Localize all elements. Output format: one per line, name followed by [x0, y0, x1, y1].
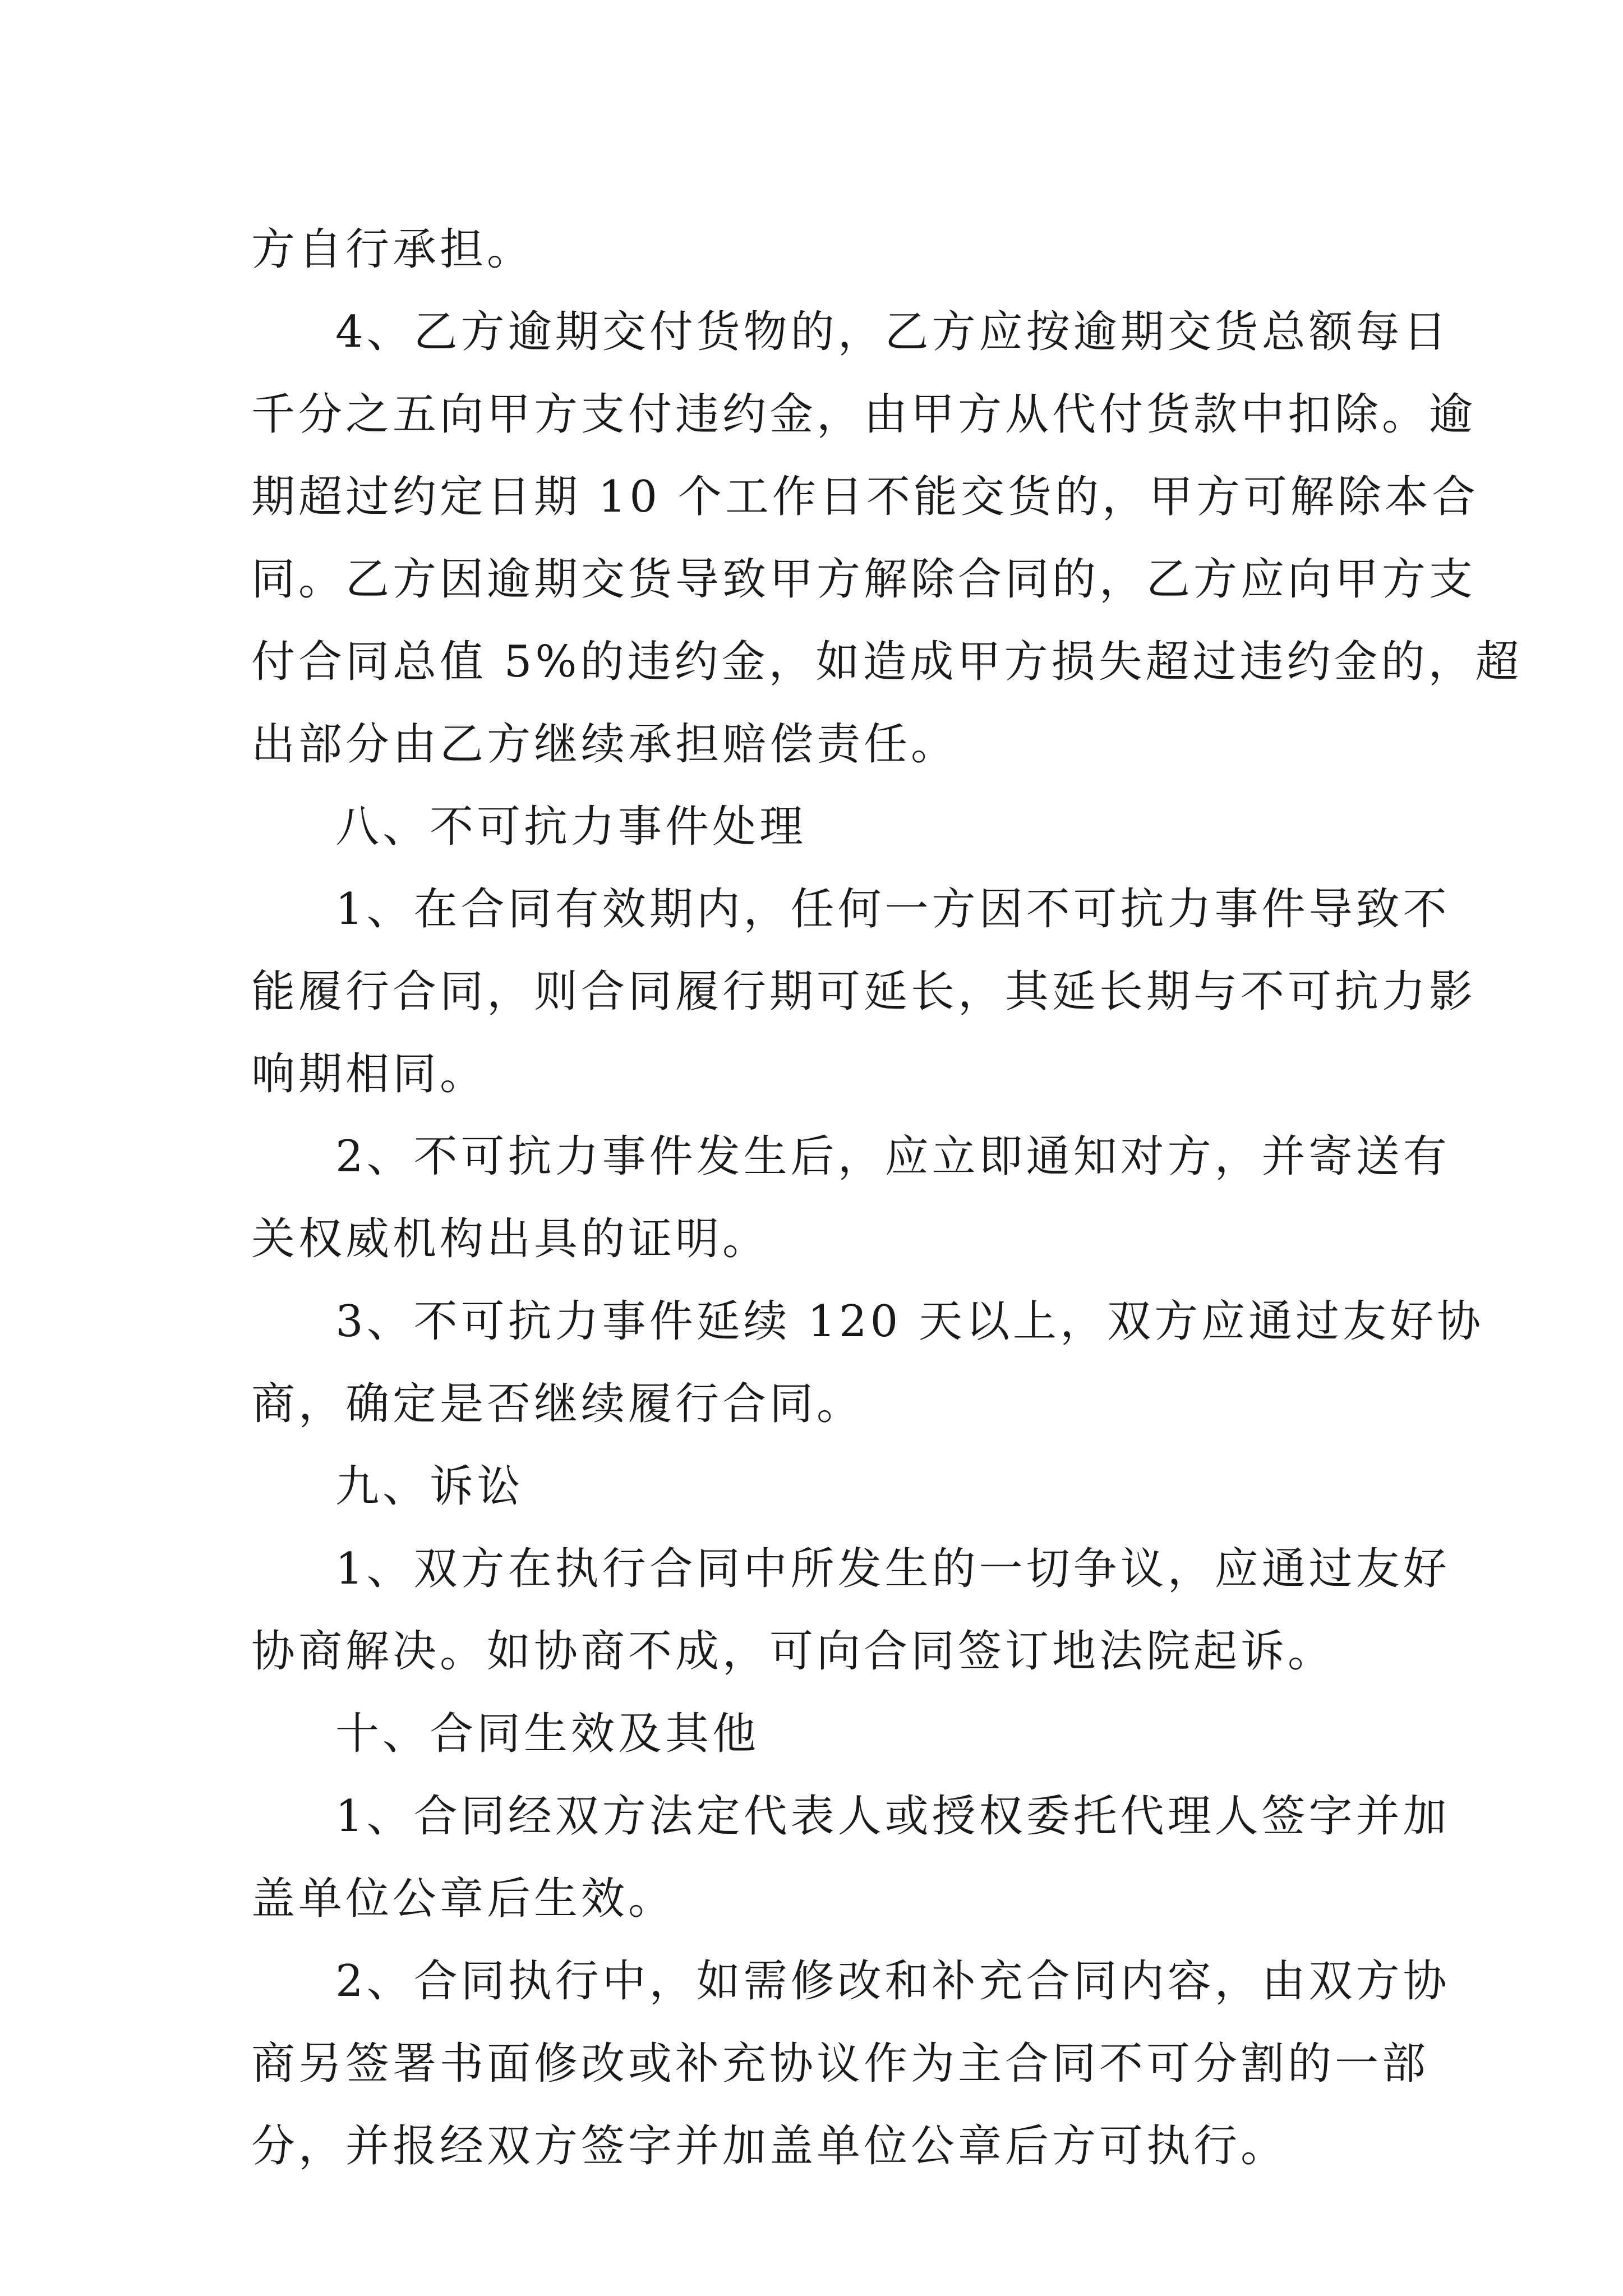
paragraph-line: 千分之五向甲方支付违约金，由甲方从代付货款中扣除。逾	[251, 389, 1477, 440]
paragraph-line: 关权威机构出具的证明。	[251, 1214, 770, 1264]
paragraph-line: 1、双方在执行合同中所发生的一切争议，应通过友好	[335, 1544, 1450, 1594]
paragraph-line: 4、乙方逾期交付货物的，乙方应按逾期交货总额每日	[335, 307, 1450, 357]
paragraph-line: 响期相同。	[251, 1049, 487, 1099]
section-heading: 十、合同生效及其他	[335, 1709, 760, 1759]
paragraph-line: 出部分由乙方继续承担赔偿责任。	[251, 719, 958, 770]
paragraph-line: 1、在合同有效期内，任何一方因不可抗力事件导致不	[335, 884, 1450, 935]
paragraph-line: 能履行合同，则合同履行期可延长，其延长期与不可抗力影	[251, 967, 1477, 1017]
paragraph-line: 商，确定是否继续履行合同。	[251, 1379, 864, 1429]
paragraph-line: 商另签署书面修改或补充协议作为主合同不可分割的一部	[251, 2039, 1430, 2089]
contract-text	[251, 209, 1523, 2188]
paragraph-line: 同。乙方因逾期交货导致甲方解除合同的，乙方应向甲方支	[251, 554, 1477, 605]
section-heading: 九、诉讼	[335, 1461, 524, 1512]
paragraph-line: 分，并报经双方签字并加盖单位公章后方可执行。	[251, 2121, 1288, 2171]
paragraph-line: 3、不可抗力事件延续 120 天以上，双方应通过友好协	[335, 1296, 1484, 1347]
paragraph-line: 付合同总值 5%的违约金，如造成甲方损失超过违约金的，超	[251, 637, 1523, 687]
paragraph-line: 2、不可抗力事件发生后，应立即通知对方，并寄送有	[335, 1131, 1450, 1182]
paragraph-line: 协商解决。如协商不成，可向合同签订地法院起诉。	[251, 1626, 1335, 1677]
paragraph-line: 1、合同经双方法定代表人或授权委托代理人签字并加	[335, 1791, 1450, 1842]
paragraph-line: 期超过约定日期 10 个工作日不能交货的，甲方可解除本合	[251, 472, 1479, 522]
paragraph-line: 2、合同执行中，如需修改和补充合同内容，由双方协	[335, 1956, 1450, 2007]
paragraph-line: 方自行承担。	[251, 224, 534, 275]
section-heading: 八、不可抗力事件处理	[335, 802, 807, 852]
paragraph-line: 盖单位公章后生效。	[251, 1874, 676, 1924]
